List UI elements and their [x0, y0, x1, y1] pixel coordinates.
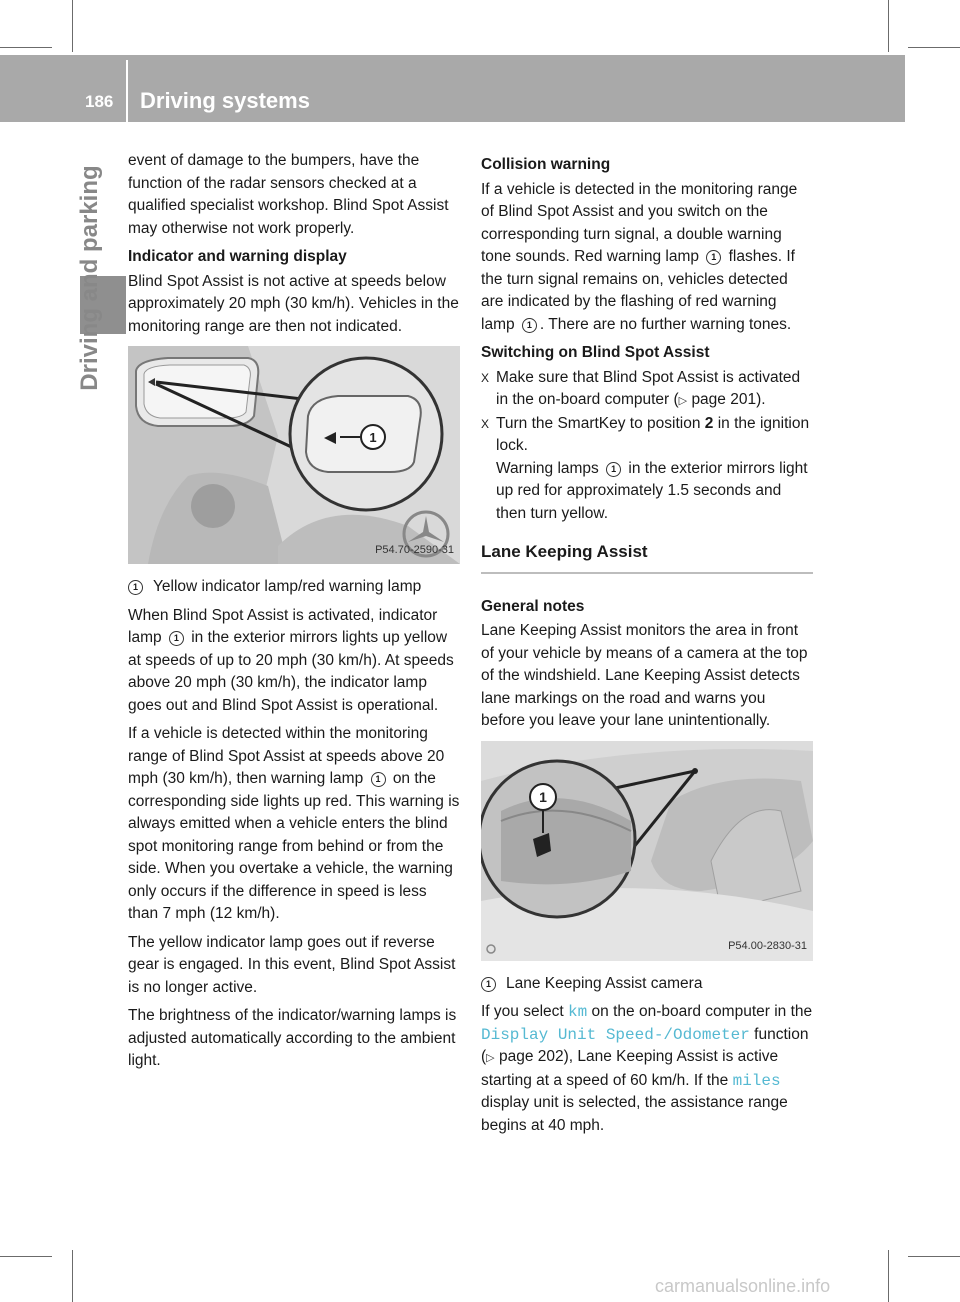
crop-mark: [888, 1250, 889, 1302]
paragraph-brightness: The brightness of the indicator/warning lamps is adjusted automatically according to the ambient light.: [128, 1007, 457, 1069]
chapter-title: Driving and parking: [76, 165, 103, 391]
figure1-callout: 1: [369, 430, 377, 445]
paragraph-activated: [128, 605, 460, 718]
mirror-figure: [128, 346, 460, 564]
paragraph-general: Lane Keeping Assist monitors the area in front of your vehicle by means of a camera at the top of the windshield. Lane Keeping Assist detects lane markings on the road and warns you before you leave your lane unintentionally.: [481, 622, 808, 729]
camera-illustration: [481, 741, 813, 961]
page-ref-icon: ▷: [678, 395, 688, 407]
crop-mark: [0, 1256, 52, 1257]
text-run: Turn the SmartKey to position: [496, 414, 701, 432]
crop-mark: [908, 1256, 960, 1257]
callout-1-icon: 1: [371, 772, 386, 787]
code-km: km: [568, 1003, 588, 1021]
text-run: page 202), Lane Keeping Assist is active starting at a speed of 60 km/h. If the: [481, 1048, 779, 1089]
text-run: on the on-board computer in the: [591, 1003, 813, 1020]
step-icon: X: [481, 370, 490, 385]
code-miles: miles: [732, 1071, 781, 1090]
step-icon: X: [481, 416, 490, 431]
legend-1: [128, 576, 460, 599]
paragraph-collision: [481, 179, 813, 337]
text-run: in the exterior mirrors lights up yellow at speeds of up to 20 mph (30 km/h). At speeds above 20 mph (30 km/h), the indicator lamp goes out and Blind Spot Assist is operational.: [128, 629, 454, 714]
text-run: display unit is selected, the assistance range begins at 40 mph.: [481, 1094, 788, 1134]
heading-rule: [481, 572, 813, 574]
legend-2-text: Lane Keeping Assist camera: [506, 974, 703, 992]
step-1: [481, 367, 813, 413]
crop-mark: [72, 0, 73, 52]
text-run: on the corresponding side lights up red. This warning is always emitted when a vehicle enters the blind spot monitoring range from behind or from the side. When you overtake a vehicle, the warning only occurs if the difference in speed is less than 7 mph (12 km/h).: [128, 770, 460, 922]
text-run: in the exterior mirrors light up red for approximately 1.5 seconds and then turn yellow.: [496, 459, 808, 522]
paragraph-detected: [128, 723, 460, 926]
mirror-illustration: [128, 346, 460, 564]
crop-mark: [908, 47, 960, 48]
text-run: page 201).: [691, 391, 766, 408]
crop-mark: [72, 1250, 73, 1302]
page-ref-icon: ▷: [486, 1052, 495, 1064]
text-run: If you select: [481, 1003, 564, 1020]
right-column: [481, 150, 813, 1143]
step-2: [481, 413, 813, 526]
header-divider: [126, 60, 128, 122]
heading-general-notes: General notes: [481, 597, 585, 615]
text-run: in the ignition lock.: [496, 414, 810, 454]
page-header: [0, 55, 905, 122]
indicator-paragraph: Blind Spot Assist is not active at speeds below approximately 20 mph (30 km/h). Vehicles in the monitoring range are then not indicated.: [128, 272, 459, 335]
legend-2: [481, 973, 813, 996]
left-column: [128, 150, 460, 1079]
text-run: Warning lamps: [496, 459, 599, 477]
text-run: If a vehicle is detected within the monitoring range of Blind Spot Assist at speeds above 20 mph (30 km/h), then warning lamp: [128, 725, 445, 787]
watermark: carmanualsonline.info: [655, 1276, 831, 1296]
camera-figure: [481, 741, 813, 961]
text-run: Make sure that Blind Spot Assist is activated in the on-board computer (: [496, 368, 801, 408]
callout-1-icon: 1: [169, 631, 184, 646]
text-run: function (: [481, 1025, 809, 1065]
figure1-code: P54.70-2590-31: [375, 543, 454, 556]
callout-1-icon: 1: [522, 318, 537, 333]
intro-paragraph: event of damage to the bumpers, have the function of the radar sensors checked at a qualified specialist workshop. Blind Spot Assist may otherwise not work properly.: [128, 152, 449, 237]
text-run: If a vehicle is detected in the monitoring range of Blind Spot Assist and you switch on the corresponding turn signal, a double warning tone sounds. Red warning lamp: [481, 180, 798, 265]
section-title: Driving systems: [140, 88, 310, 113]
paragraph-reverse: The yellow indicator lamp goes out if reverse gear is engaged. In this event, Blind Spot Assist is no longer active.: [128, 933, 456, 996]
callout-1-icon: 1: [481, 977, 496, 992]
heading-switch-on: Switching on Blind Spot Assist: [481, 344, 710, 361]
text-run: flashes. If the turn signal remains on, vehicles detected are indicated by the flashing of red warning lamp: [481, 248, 795, 333]
heading-collision: Collision warning: [481, 156, 611, 173]
heading-indicator: Indicator and warning display: [128, 248, 347, 265]
heading-lane-keeping: Lane Keeping Assist: [481, 542, 648, 561]
figure2-code: P54.00-2830-31: [728, 940, 807, 952]
callout-1-icon: 1: [128, 580, 143, 595]
callout-1-icon: 1: [606, 462, 621, 477]
text-run: . There are no further warning tones.: [539, 315, 792, 333]
crop-mark: [888, 0, 889, 52]
crop-mark: [0, 47, 52, 48]
legend-1-text: Yellow indicator lamp/red warning lamp: [153, 578, 422, 595]
figure2-callout: 1: [539, 788, 547, 805]
position-number: 2: [704, 414, 714, 432]
text-run: When Blind Spot Assist is activated, indicator lamp: [128, 606, 438, 646]
callout-1-icon: 1: [706, 250, 721, 265]
page-number: 186: [85, 92, 114, 111]
paragraph-km-miles: [481, 1001, 813, 1137]
code-display-unit: Display Unit Speed-/Odometer: [481, 1025, 750, 1044]
